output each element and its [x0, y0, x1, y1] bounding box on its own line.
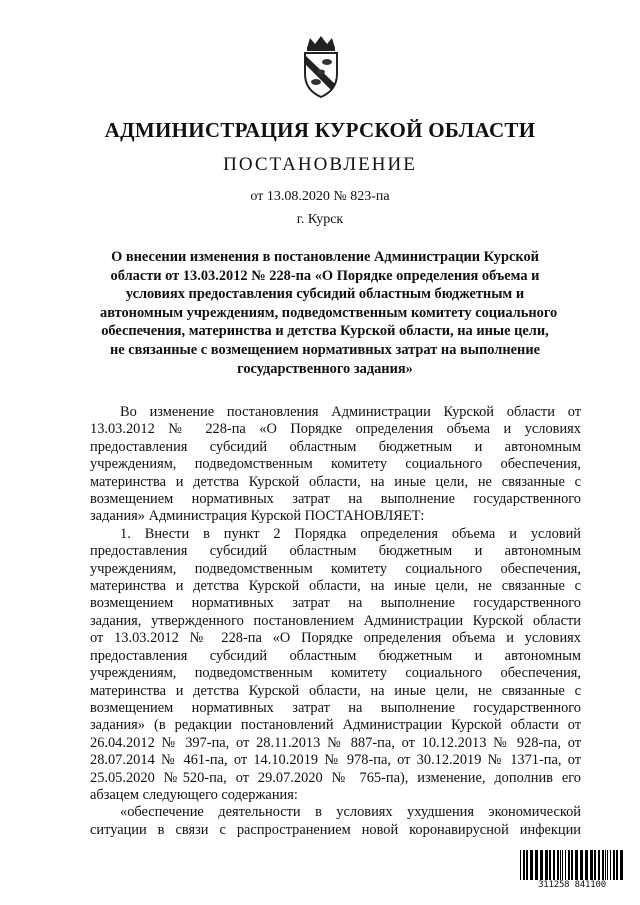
barcode-bar [585, 850, 588, 880]
barcode-bar [580, 850, 583, 880]
barcode [520, 850, 624, 890]
coat-of-arms-icon [298, 34, 344, 100]
body-line: возмещением нормативных затрат на выполнение государственного [90, 595, 581, 612]
body-line: 13.03.2012 № 228-па «О Порядке определения объема и условиях [90, 421, 581, 438]
barcode-bar [560, 850, 561, 880]
document-city: г. Курск [296, 212, 344, 227]
barcode-digits: 311258 841100 [538, 880, 606, 890]
body-line: 28.07.2014 № 461-па, от 14.10.2019 № 978-па, от 30.12.2019 № 1371-па, от [90, 752, 581, 769]
barcode-bar [605, 850, 606, 880]
barcode-bar [565, 850, 566, 880]
barcode-bar [520, 850, 521, 880]
barcode-bar [602, 850, 604, 880]
organization-title: АДМИНИСТРАЦИЯ КУРСКОЙ ОБЛАСТИ [104, 118, 536, 142]
barcode-bar [523, 850, 525, 880]
body-line: от 13.03.2012 № 228-па «О Порядке определения объема и условиях [90, 630, 581, 647]
barcode-bar [607, 850, 608, 880]
subject-line: государственного задания» [237, 360, 413, 377]
body-line: предоставления субсидий областным бюджетным и автономным [90, 438, 581, 455]
body-line: 1. Внести в пункт 2 Порядка определения объема и условий [120, 525, 581, 542]
barcode-bar [526, 850, 528, 880]
barcode-bar [620, 850, 623, 880]
body-line: материнства и детства Курской области, на иные цели, не связанные с [90, 578, 581, 595]
body-line: задания» Администрация Курской ПОСТАНОВЛЯЕТ: [90, 508, 425, 525]
document-date: от 13.08.2020 № 823-па [250, 189, 390, 204]
body-line: предоставления субсидий областным бюджетным и автономным [90, 543, 581, 560]
barcode-bar [598, 850, 600, 880]
barcode-bar [540, 850, 543, 880]
barcode-bar [553, 850, 555, 880]
body-line: ситуации в связи с распространением новой коронавирусной инфекции [90, 821, 581, 838]
barcode-bar [535, 850, 538, 880]
body-line: «обеспечение деятельности в условиях ухудшения экономической [120, 804, 581, 821]
body-line: 26.04.2012 № 397-па, от 28.11.2013 № 887-па, от 10.12.2013 № 928-па, от [90, 734, 581, 751]
body-line: учреждениям, подведомственным комитету социального обеспечения, [90, 665, 581, 682]
document-subject [100, 248, 558, 378]
barcode-bar [568, 850, 570, 880]
barcode-bars [520, 850, 624, 880]
body-line: учреждениям, подведомственным комитету социального обеспечения, [90, 456, 581, 473]
body-line: материнства и детства Курской области, на иные цели, не связанные с [90, 473, 581, 490]
document-body [90, 404, 581, 839]
body-line: задания, утвержденного постановлением Администрации Курской области [90, 612, 581, 629]
body-line: материнства и детства Курской области, на иные цели, не связанные с [90, 682, 581, 699]
body-line: Во изменение постановления Администрации Курской области от [120, 404, 581, 420]
body-line: учреждениям, подведомственным комитету социального обеспечения, [90, 560, 581, 577]
barcode-bar [575, 850, 578, 880]
subject-line: не связанные с возмещением нормативных затрат на выполнение [109, 341, 541, 358]
document-type: ПОСТАНОВЛЕНИЕ [223, 154, 417, 175]
subject-line: обеспечения, материнства и детства Курской области, на иные цели, [101, 323, 549, 340]
barcode-bar [571, 850, 573, 880]
body-line: 25.05.2020 №520-па, от 29.07.2020 № 765-па), изменение, дополнив его [90, 769, 581, 786]
barcode-bar [610, 850, 611, 880]
barcode-bar [613, 850, 615, 880]
body-line: абзацем следующего содержания: [90, 786, 298, 803]
body-line: возмещением нормативных затрат на выполнение государственного [90, 491, 581, 508]
subject-line: О внесении изменения в постановление Администрации Курской [111, 249, 539, 265]
barcode-bar [545, 850, 548, 880]
barcode-bar [590, 850, 593, 880]
body-line: возмещением нормативных затрат на выполнение государственного [90, 699, 581, 716]
barcode-bar [562, 850, 563, 880]
barcode-bar [616, 850, 618, 880]
body-line: предоставления субсидий областным бюджетным и автономным [90, 647, 581, 664]
barcode-bar [594, 850, 596, 880]
barcode-bar [549, 850, 551, 880]
subject-line: автономным учреждениям, подведомственным комитету социального [100, 304, 558, 321]
barcode-bar [530, 850, 533, 880]
subject-line: области от 13.03.2012 № 228-па «О Порядке определения объема и [110, 267, 540, 284]
barcode-bar [557, 850, 559, 880]
body-line: задания» (в редакции постановлений Администрации Курской области от [90, 717, 581, 734]
subject-line: условиях предоставления субсидий областным бюджетным и [125, 286, 525, 303]
